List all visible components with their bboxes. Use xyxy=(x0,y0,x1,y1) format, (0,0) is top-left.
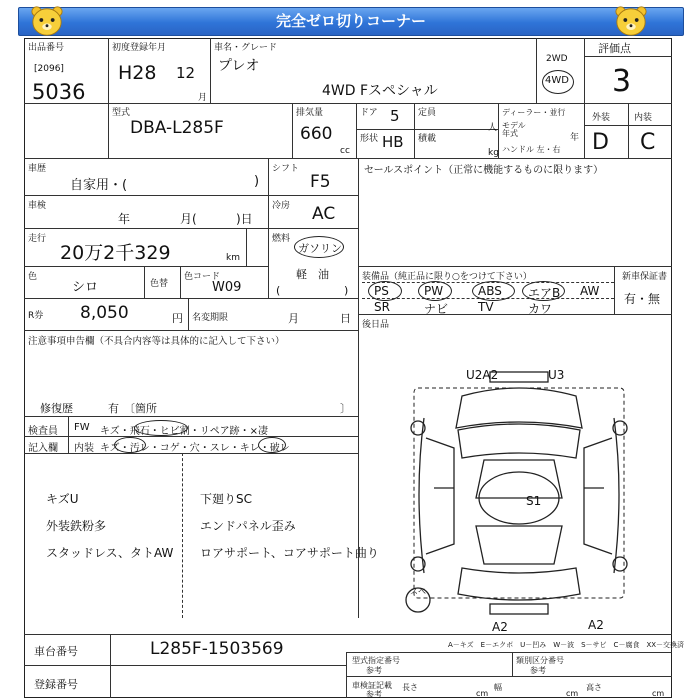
equipment-item-r1-4: AW xyxy=(580,284,600,298)
handwritten-note: スタッドレス、タトAW xyxy=(46,546,174,560)
exterior-value: D xyxy=(592,130,609,155)
interior-value: C xyxy=(640,130,656,155)
bear-mascot-icon xyxy=(28,4,66,38)
recycle-label: R券 xyxy=(28,311,44,321)
handwritten-note: ロアサポート、コアサポート曲り xyxy=(200,546,379,560)
width-unit: cm xyxy=(566,689,579,698)
equipment-circle-3 xyxy=(522,281,565,301)
shift-value: F5 xyxy=(310,172,331,192)
inspection-label: 車検 xyxy=(28,201,47,211)
damage-mark-rear-left: A2 xyxy=(492,620,508,634)
inspector-row1-head: FW xyxy=(74,422,90,433)
dims-label: 車検証記載 xyxy=(352,681,392,690)
equipment-circle-2 xyxy=(472,281,515,301)
load-unit: kg xyxy=(488,148,499,158)
recycle-value: 8,050 xyxy=(80,303,129,323)
exterior-label: 外装 xyxy=(592,113,611,123)
shape-value: HB xyxy=(382,133,404,151)
equipment-item-r2-3: カワ xyxy=(528,302,553,316)
model-value: DBA-L285F xyxy=(130,118,224,138)
color-label: 色 xyxy=(28,272,38,282)
repair-label: 修復歴 xyxy=(40,402,73,415)
banner-title: 完全ゼロ切りコーナー xyxy=(18,7,684,36)
color-code-value: W09 xyxy=(212,280,242,295)
rear-seat-label: 後日品 xyxy=(362,320,390,330)
inspection-month: 月( xyxy=(180,212,197,226)
interior-label: 内装 xyxy=(634,113,653,123)
warranty-value: 有・無 xyxy=(624,292,661,306)
car-name: プレオ xyxy=(218,58,260,74)
history-value: 自家用・( xyxy=(70,178,128,193)
dealer-label: ディーラー・並行 xyxy=(502,108,566,117)
form-reference-label: 参考 xyxy=(366,666,382,675)
score-label: 評価点 xyxy=(598,42,631,55)
width-label: 幅 xyxy=(494,683,502,692)
reg-label: 初度登録年月 xyxy=(112,43,167,53)
transfer-month: 月 xyxy=(288,312,299,325)
seating-label: 定員 xyxy=(418,108,437,118)
damage-mark-roof: S1 xyxy=(526,494,542,508)
handle-label: ハンドル 左・右 xyxy=(502,145,561,154)
equipment-item-r2-1: ナビ xyxy=(424,302,449,316)
equipment-item-r1-3: エアB xyxy=(528,286,561,300)
form-designation-label: 型式指定番号 xyxy=(352,656,400,665)
inspector-label-2: 記入欄 xyxy=(28,443,58,454)
bear-mascot-icon xyxy=(612,4,650,38)
score-value: 3 xyxy=(612,64,632,99)
ac-value: AC xyxy=(312,204,336,224)
color-code-label: 色コード xyxy=(184,272,221,282)
equipment-circle-1 xyxy=(418,281,452,301)
grade: 4WD Fスペシャル xyxy=(322,83,438,99)
equipment-item-r1-2: ABS xyxy=(478,284,502,298)
lot-sub: [2096] xyxy=(34,64,64,74)
reg-month-unit: 月 xyxy=(198,93,208,103)
shift-label: シフト xyxy=(272,164,300,174)
damage-mark-rear-right: A2 xyxy=(588,618,604,632)
drive-2wd: 2WD xyxy=(546,54,568,64)
car-damage-diagram xyxy=(394,368,644,618)
inspector-label-1: 検査員 xyxy=(28,426,58,437)
sales-label: セールスポイント（正常に機能するものに限ります） xyxy=(364,165,604,176)
damage-legend: A－キズ E－エクボ U－凹み W－波 S－サビ C－腐食 XX－交換済 xyxy=(448,641,685,649)
inspector-row2-items: キズ・汚レ・コゲ・穴・スレ・キレ・破レ xyxy=(100,443,290,454)
color-change-label: 色替 xyxy=(150,279,169,289)
repair-value: 有 xyxy=(108,402,119,415)
mileage-label: 走行 xyxy=(28,234,47,244)
name-label: 車名・グレード xyxy=(214,43,278,53)
drive-4wd: 4WD xyxy=(545,75,569,86)
mileage-unit: km xyxy=(226,253,240,263)
shape-label: 形状 xyxy=(360,134,379,144)
doors-label: ドア xyxy=(360,108,378,118)
length-unit: cm xyxy=(476,689,489,698)
fuel-gasoline: ガソリン xyxy=(298,242,342,255)
transfer-label: 名変期限 xyxy=(192,313,229,323)
model-year-label: モデル年式 xyxy=(502,121,526,138)
transfer-day: 日 xyxy=(340,312,351,325)
history-label: 車歴 xyxy=(28,164,47,174)
damage-mark-front-left: U2A2 xyxy=(466,368,499,382)
ac-label: 冷房 xyxy=(272,201,291,211)
displacement-value: 660 xyxy=(300,124,333,144)
fuel-paren-close: ) xyxy=(344,284,349,297)
lot-number: 5036 xyxy=(32,80,86,104)
history-close: ) xyxy=(254,174,260,189)
lot-label: 出品番号 xyxy=(28,43,65,53)
dims-ref-label: 参考 xyxy=(366,690,382,699)
seating-unit: 人 xyxy=(488,123,498,133)
inspector-row2-head: 内装 xyxy=(74,443,94,454)
caution-label: 注意事項申告欄（不具合内容等は具体的に記入して下さい） xyxy=(28,336,285,347)
inspection-year: 年 xyxy=(118,212,131,226)
handwritten-note: 外装鉄粉多 xyxy=(46,519,107,533)
chassis-value: L285F-1503569 xyxy=(150,639,284,659)
chassis-label: 車台番号 xyxy=(34,645,78,658)
displacement-label: 排気量 xyxy=(296,108,324,118)
equipment-item-r1-1: PW xyxy=(424,284,444,298)
spare-label: スペ xyxy=(410,587,426,596)
equipment-item-r2-2: TV xyxy=(478,300,494,314)
warranty-label: 新車保証書 xyxy=(622,272,668,282)
equipment-item-r2-0: SR xyxy=(374,300,390,314)
damage-mark-front-right: U3 xyxy=(548,368,565,382)
year-unit: 年 xyxy=(570,133,580,143)
reg-era: H28 xyxy=(118,62,157,84)
inspector-row1-items: キズ・飛石・ヒビ割・リペア跡・×凄 xyxy=(100,426,268,437)
load-label: 積載 xyxy=(418,134,437,144)
repair-place: 〔箇所 xyxy=(124,402,157,415)
displacement-unit: cc xyxy=(340,146,350,156)
mileage-value: 20万2千329 xyxy=(60,242,171,264)
doors-value: 5 xyxy=(390,107,400,125)
inspection-day: )日 xyxy=(236,212,253,226)
category-ref-label: 参考 xyxy=(530,666,546,675)
category-label: 類別区分番号 xyxy=(516,656,564,665)
fuel-label: 燃料 xyxy=(272,234,291,244)
repair-close: 〕 xyxy=(340,402,351,415)
handwritten-note: エンドパネル歪み xyxy=(200,519,296,533)
handwritten-note: 下廻りSC xyxy=(200,492,252,506)
registration-label: 登録番号 xyxy=(34,678,78,691)
reg-month: 12 xyxy=(176,64,196,82)
color-value: シロ xyxy=(72,280,99,295)
handwritten-note: キズU xyxy=(46,492,79,506)
length-label: 長さ xyxy=(402,683,418,692)
fuel-paren-open: ( xyxy=(276,284,281,297)
height-unit: cm xyxy=(652,689,665,698)
equipment-circle-0 xyxy=(368,281,402,301)
equipment-label: 装備品（純正品に限り○をつけて下さい） xyxy=(362,272,532,282)
fuel-diesel: 軽 油 xyxy=(296,268,329,281)
recycle-unit: 円 xyxy=(172,312,183,325)
model-label: 型式 xyxy=(112,108,131,118)
equipment-item-r1-0: PS xyxy=(374,284,389,298)
height-label: 高さ xyxy=(586,683,602,692)
